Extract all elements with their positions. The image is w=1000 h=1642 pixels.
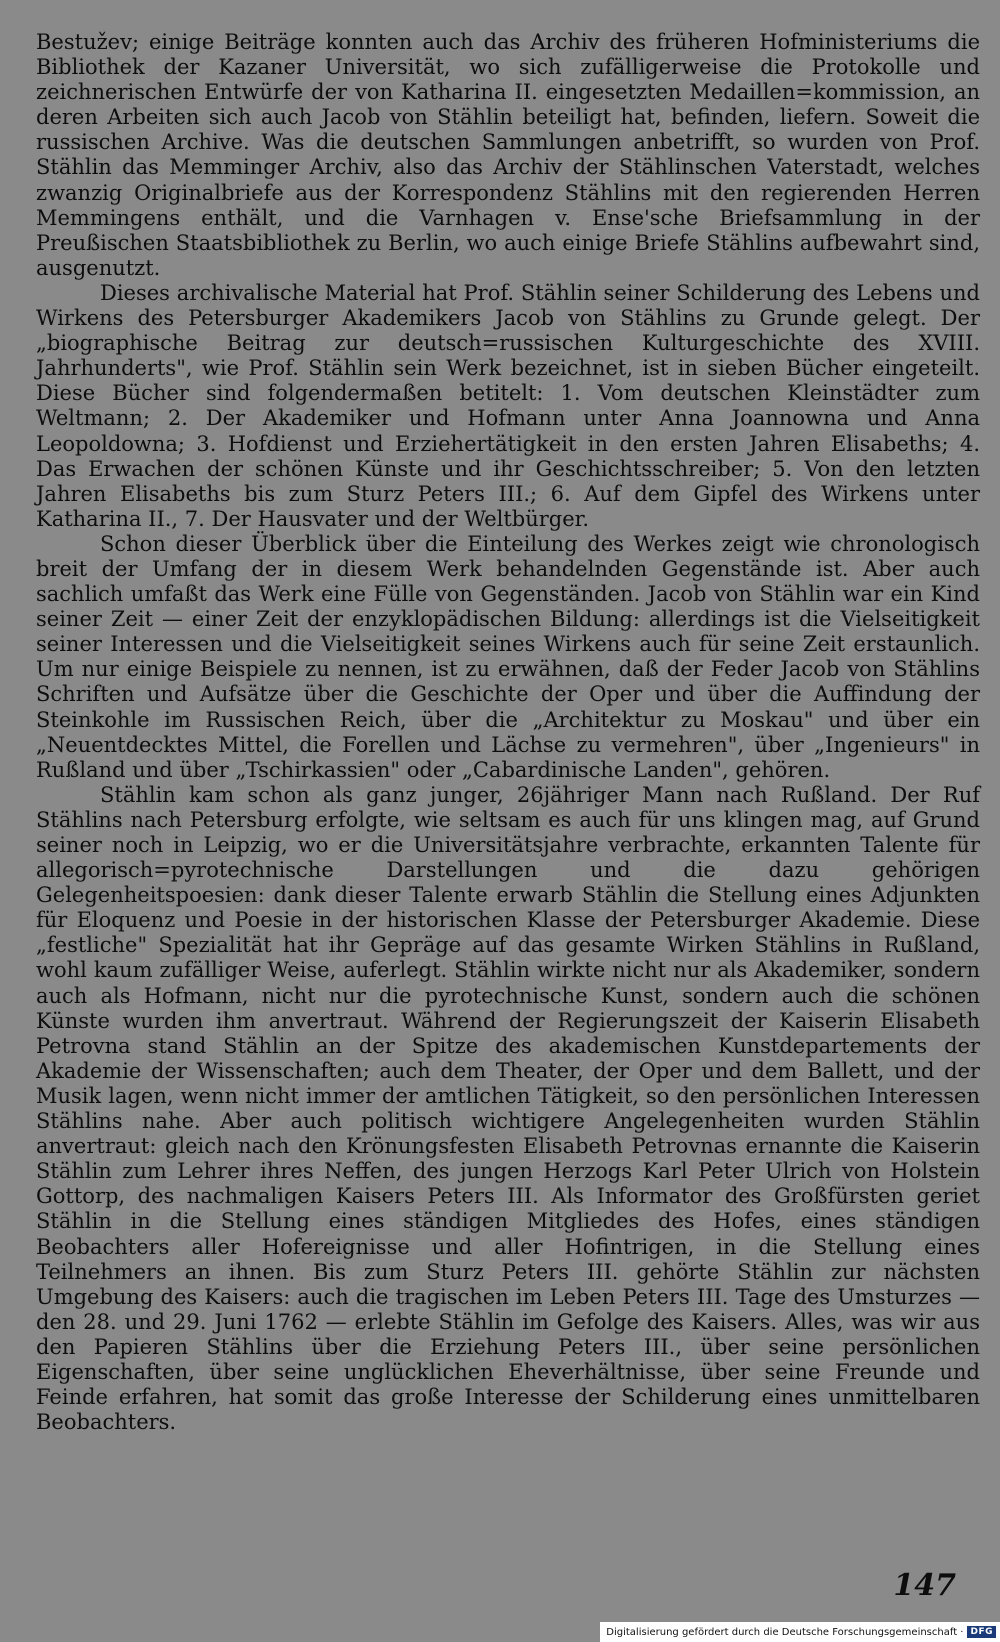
paragraph-2: Dieses archivalische Material hat Prof. Stählin seiner Schilderung des Lebens und Wirkens des Petersburger Akademikers Jacob von Stählins zu Grunde gelegt. Der „biographische Beitrag zur deutsch=russischen Kulturgeschichte des XVIII. Jahrhunderts", wie Prof. Stählin sein Werk bezeichnet, ist in sieben Bücher eingeteilt. Diese Bücher sind folgendermaßen betitelt: 1. Vom deutschen Kleinstädter zum Weltmann; 2. Der Akademiker und Hofmann unter Anna Joannowna und Anna Leopoldowna; 3. Hofdienst und Erziehertätigkeit in den ersten Jahren Elisabeths; 4. Das Erwachen der schönen Künste und ihr Geschichtsschreiber; 5. Von den letzten Jahren Elisabeths bis zum Sturz Peters III.; 6. Auf dem Gipfel des Wirkens unter Katharina II., 7. Der Hausvater und der Weltbürger. (36, 280, 980, 531)
paragraph-4: Stählin kam schon als ganz junger, 26jähriger Mann nach Rußland. Der Ruf Stählins nach Petersburg erfolgte, wie seltsam es auch für uns klingen mag, auf Grund seiner noch in Leipzig, wo er die Universitätsjahre verbrachte, erkannten Talente für allegorisch=pyrotechnische Darstellungen und die dazu gehörigen Gelegenheitspoesien: dank dieser Talente erwarb Stählin die Stellung eines Adjunkten für Eloquenz und Poesie in der historischen Klasse der Petersburger Akademie. Diese „festliche" Spezialität hat ihr Gepräge auf das gesamte Wirken Stählins in Rußland, wohl kaum zufälliger Weise, auferlegt. Stählin wirkte nicht nur als Akademiker, sondern auch als Hofmann, nicht nur die pyrotechnische Kunst, sondern auch die schönen Künste wurden ihm anvertraut. Während der Regierungszeit der Kaiserin Elisabeth Petrovna stand Stählin an der Spitze des akademischen Kunstdepartements der Akademie der Wissenschaften; auch dem Theater, der Oper und dem Ballett, und der Musik lagen, wenn nicht immer der amtlichen Tätigkeit, so den persönlichen Interessen Stählins nahe. Aber auch politisch wichtigere Angelegenheiten wurden Stählin anvertraut: gleich nach den Krönungsfesten Elisabeth Petrovnas ernannte die Kaiserin Stählin zum Lehrer ihres Neffen, des jungen Herzogs Karl Peter Ulrich von Holstein Gottorp, des nachmaligen Kaisers Peters III. Als Informator des Großfürsten geriet Stählin in die Stellung eines ständigen Mitgliedes des Hofes, eines ständigen Beobachters aller Hofereignisse und aller Hofintrigen, in die Stellung eines Teilnehmers an ihnen. Bis zum Sturz Peters III. gehörte Stählin zur nächsten Umgebung des Kaisers: auch die tragischen im Leben Peters III. Tage des Umsturzes — den 28. und 29. Juni 1762 — erlebte Stählin im Gefolge des Kaisers. Alles, was wir aus den Papieren Stählins über die Erziehung Peters III., über seine persönlichen Eigenschaften, über seine unglücklichen Eheverhältnisse, über seine Freunde und Feinde erfahren, hat somit das große Interesse der Schilderung eines unmittelbaren Beobachters. (36, 782, 980, 1435)
paragraph-3: Schon dieser Überblick über die Einteilung des Werkes zeigt wie chronologisch breit der Umfang der in diesem Werk behandelnden Gegenstände ist. Aber auch sachlich umfaßt das Werk eine Fülle von Gegenständen. Jacob von Stählin war ein Kind seiner Zeit — einer Zeit der enzyklopädischen Bildung: allerdings ist die Vielseitigkeit seiner Interessen und die Vielseitigkeit seines Wirkens auch für seine Zeit erstaunlich. Um nur einige Beispiele zu nennen, ist zu erwähnen, daß der Feder Jacob von Stählins Schriften und Aufsätze über die Geschichte der Oper und über die Auffindung der Steinkohle im Russischen Reich, über die „Architektur zu Moskau" und über ein „Neuentdecktes Mittel, die Forellen und Lächse zu vermehren", über „Ingenieurs" in Rußland und über „Tschirkassien" oder „Cabardinische Landen", gehören. (36, 531, 980, 782)
document-body (36, 30, 980, 1435)
dfg-logo: DFG (967, 1626, 996, 1638)
footer-text: Digitalisierung gefördert durch die Deutsche Forschungsgemeinschaft · (606, 1626, 964, 1638)
paragraph-1: Bestužev; einige Beiträge konnten auch das Archiv des früheren Hofministeriums die Bibliothek der Kazaner Universität, wo sich zufälligerweise die Protokolle und zeichnerischen Entwürfe der von Katharina II. eingesetzten Medaillen=kommission, an deren Arbeiten sich auch Jacob von Stählin beteiligt hat, befinden, liefern. Soweit die russischen Archive. Was die deutschen Sammlungen anbetrifft, so wurden von Prof. Stählin das Memminger Archiv, also das Archiv der Stählinschen Vaterstadt, welches zwanzig Originalbriefe aus der Korrespondenz Stählins mit den regierenden Herren Memmingens enthält, und die Varnhagen v. Ense'sche Briefsammlung in der Preußischen Staatsbibliothek zu Berlin, wo auch einige Briefe Stählins aufbewahrt sind, ausgenutzt. (36, 30, 980, 280)
digitization-footer (600, 1622, 1000, 1642)
page-number: 147 (893, 1568, 956, 1603)
